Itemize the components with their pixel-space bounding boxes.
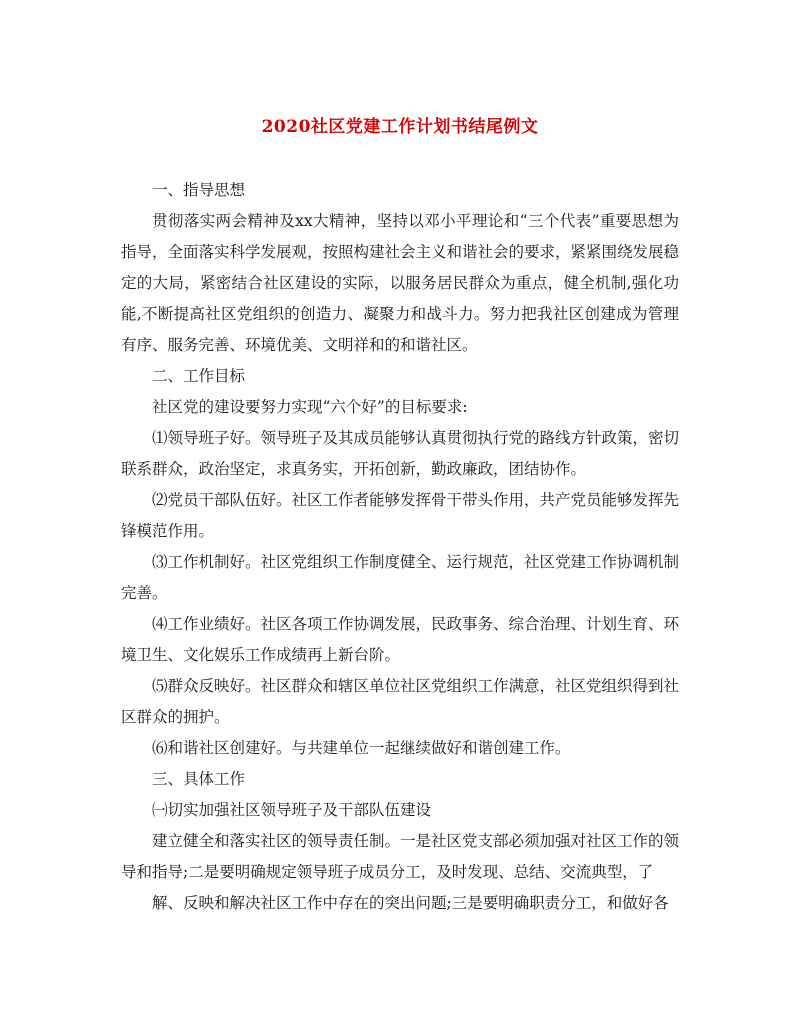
section-heading: 一、指导思想: [152, 181, 246, 199]
document-body: [121, 175, 679, 919]
document-title: 2020社区党建工作计划书结尾例文: [261, 117, 539, 137]
paragraph: ⑶工作机制好。社区党组织工作制度健全、运行规范，社区党建工作协调机制完善。: [121, 553, 680, 602]
section-heading: 三、具体工作: [152, 770, 246, 788]
paragraph: ⑹和谐社区创建好。与共建单位一起继续做好和谐创建工作。: [152, 739, 571, 757]
paragraph: ⑴领导班子好。领导班子及其成员能够认真贯彻执行党的路线方针政策，密切联系群众，政治坚定，求真务实，开拓创新，勤政廉政，团结协作。: [121, 429, 680, 478]
section-heading: 二、工作目标: [152, 367, 246, 385]
paragraph: 社区党的建设要努力实现“六个好”的目标要求:: [152, 398, 468, 416]
paragraph: 建立健全和落实社区的领导责任制。一是社区党支部必须加强对社区工作的领 导和指导;二是要明确规定领导班子成员分工，及时发现、总结、交流典型，了: [121, 832, 680, 881]
paragraph: ⑵党员干部队伍好。社区工作者能够发挥骨干带头作用，共产党员能够发挥先锋模范作用。: [121, 491, 680, 540]
paragraph: ㈠切实加强社区领导班子及干部队伍建设: [152, 801, 432, 819]
paragraph: ⑷工作业绩好。社区各项工作协调发展，民政事务、综合治理、计划生育、环境卫生、文化娱乐工作成绩再上新台阶。: [121, 615, 680, 664]
paragraph: 解、反映和解决社区工作中存在的突出问题;三是要明确职责分工，和做好各: [152, 894, 669, 912]
paragraph: ⑸群众反映好。社区群众和辖区单位社区党组织工作满意，社区党组织得到社区群众的拥护。: [121, 677, 680, 726]
paragraph: 贯彻落实两会精神及xx大精神，坚持以邓小平理论和“三个代表”重要思想为指导，全面落实科学发展观，按照构建社会主义和谐社会的要求，紧紧围绕发展稳定的大局，紧密结合社区建设的实际，以服务居民群众为重点，健全机制,强化功能,不断提高社区党组织的创造力、凝聚力和战斗力。努力把我社区创建成为管理有序、服务完善、环境优美、文明祥和的和谐社区。: [121, 212, 680, 354]
